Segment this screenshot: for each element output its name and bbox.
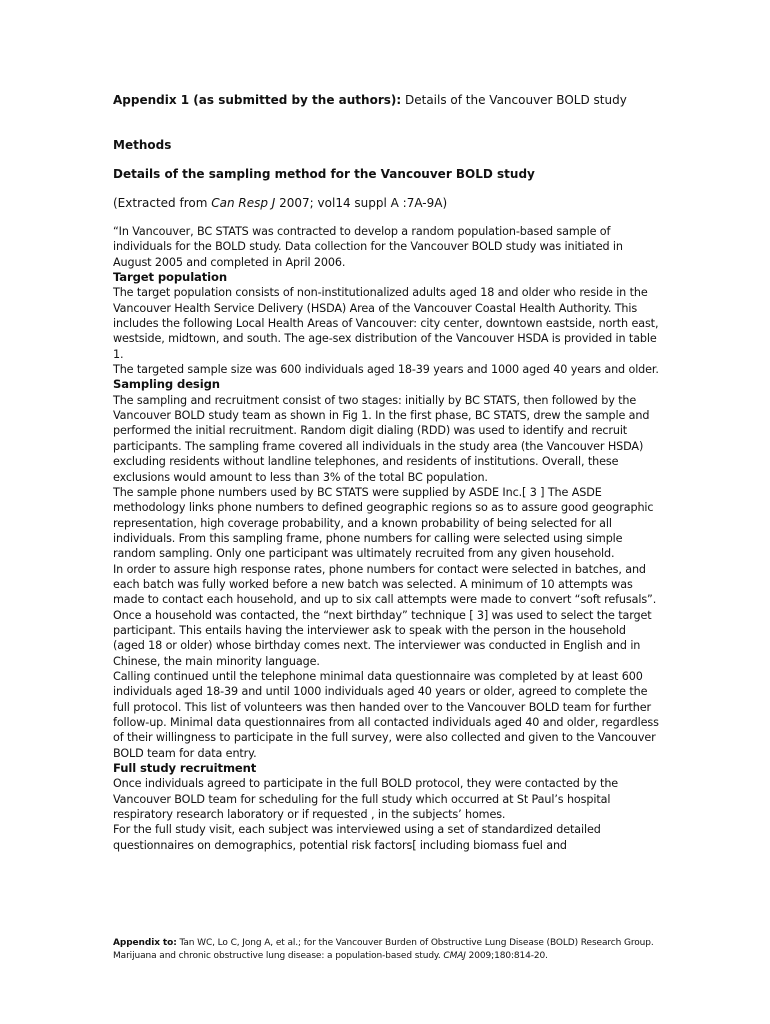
extract-citation [113,195,661,211]
sampling-method-heading: Details of the sampling method for the Vancouver BOLD study [113,167,535,181]
footnote-tail: 2009;180:814-20. [465,951,548,961]
appendix-title [113,92,661,108]
paragraph: The sampling and recruitment consist of two stages: initially by BC STATS, then followed by the Vancouver BOLD study team as shown in Fig 1. In the first phase, BC STATS, drew the sample and performed the initial recruitment. Random digit dialing (RDD) was used to identify and recruit participants. The sampling frame covered all individuals in the study area (the Vancouver HSDA) excluding residents without landline telephones, and residents of institutions. Overall, these exclusions would amount to less than 3% of the total BC population. [113,393,650,484]
paragraph: Once a household was contacted, the “next birthday” technique [ 3] was used to select the target participant. This entails having the interviewer ask to speak with the person in the household (aged 18 or older) whose birthday comes next. The interviewer was conducted in English and in Chinese, the main minority language. [113,608,652,668]
paragraph: For the full study visit, each subject was interviewed using a set of standardized detailed questionnaires on demographics, potential risk factors[ including biomass fuel and [113,823,601,852]
footnote-text: Tan WC, Lo C, Jong A, et al.; for the Vancouver Burden of Obstructive Lung Disease (BOLD) Research Group. Marijuana and chronic obstructive lung disease: a population-based study. [113,938,654,961]
paragraph: Once individuals agreed to participate in the full BOLD protocol, they were contacted by the Vancouver BOLD team for scheduling for the full study which occurred at St Paul’s hospital respiratory research laboratory or if requested , in the subjects’ homes. [113,777,619,822]
paragraph: In order to assure high response rates, phone numbers for contact were selected in batches, and each batch was fully worked before a new batch was selected. A minimum of 10 attempts was made to contact each household, and up to six call attempts were made to convert “soft refusals”. [113,562,657,607]
appendix-title-label: Appendix 1 (as submitted by the authors): [113,93,402,107]
document-body [113,224,661,853]
paragraph: The sample phone numbers used by BC STATS were supplied by ASDE Inc.[ 3 ] The ASDE methodology links phone numbers to defined geographic regions so as to assure good geographic representation, high coverage probability, and a known probability of being selected for all individuals. From this sampling frame, phone numbers for calling were selected using simple random sampling. Only one participant was ultimately recruited from any given household. [113,485,654,561]
extract-prefix: (Extracted from [113,196,212,210]
footnote [113,937,661,963]
sampling-design-heading: Sampling design [113,377,220,392]
extract-suffix: 2007; vol14 suppl A :7A-9A) [275,196,448,210]
paragraph: The target population consists of non-institutionalized adults aged 18 and older who reside in the Vancouver Health Service Delivery (HSDA) Area of the Vancouver Coastal Health Authority. This includes the following Local Health Areas of Vancouver: city center, downtown eastside, north east, westside, midtown, and south. The age-sex distribution of the Vancouver HSDA is provided in table 1. [113,286,659,361]
full-study-recruitment-heading: Full study recruitment [113,761,257,776]
extract-journal: Can Resp J [211,196,276,210]
paragraph: The targeted sample size was 600 individuals aged 18-39 years and 1000 aged 40 years and older. [113,363,659,377]
target-population-heading: Target population [113,270,228,285]
footnote-journal: CMAJ [443,951,466,961]
methods-heading: Methods [113,138,172,152]
appendix-title-text: Details of the Vancouver BOLD study [401,93,627,107]
footnote-label: Appendix to: [113,938,177,948]
document-page [113,92,661,853]
paragraph: Calling continued until the telephone minimal data questionnaire was completed by at least 600 individuals aged 18-39 and until 1000 individuals aged 40 years or older, agreed to complete the full protocol. This list of volunteers was then handed over to the Vancouver BOLD team for further follow-up. Minimal data questionnaires from all contacted individuals aged 40 and older, regardless of their willingness to participate in the full survey, were also collected and given to the Vancouver BOLD team for data entry. [113,669,659,760]
intro-paragraph: “In Vancouver, BC STATS was contracted to develop a random population-based sample of individuals for the BOLD study. Data collection for the Vancouver BOLD study was initiated in August 2005 and completed in April 2006. [113,225,623,269]
